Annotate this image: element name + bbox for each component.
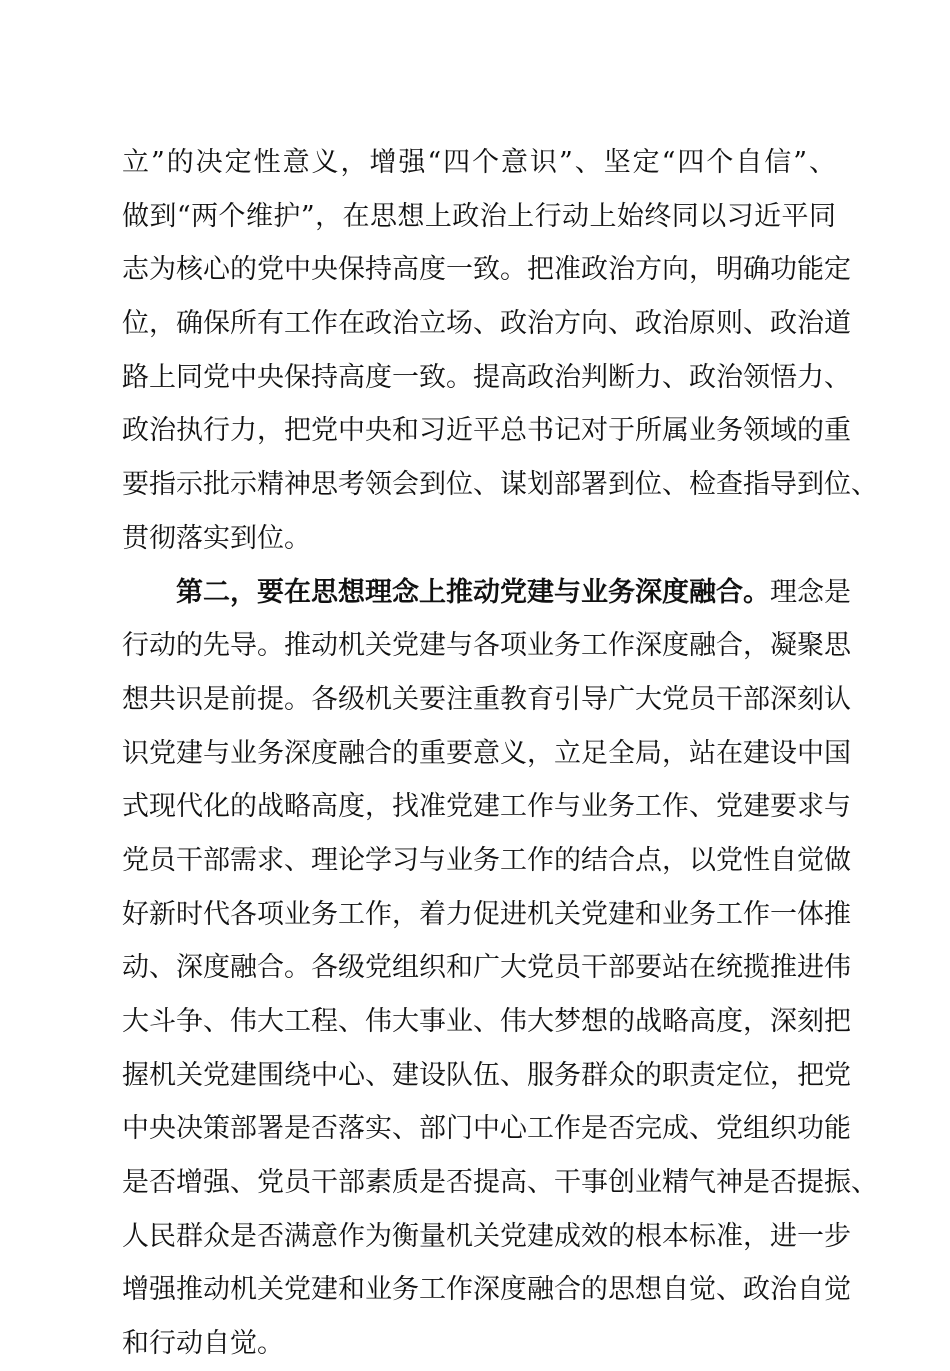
text-line: 动、深度融合。各级党组织和广大党员干部要站在统揽推进伟 bbox=[122, 952, 851, 984]
text-line: 政治执行力，把党中央和习近平总书记对于所属业务领域的重 bbox=[122, 415, 851, 447]
text-line: 党员干部需求、理论学习与业务工作的结合点，以党性自觉做 bbox=[122, 844, 851, 876]
paragraph-1 bbox=[122, 136, 878, 566]
text-line: 要指示批示精神思考领会到位、谋划部署到位、检查指导到位、 bbox=[122, 469, 878, 501]
text-line: 识党建与业务深度融合的重要意义，立足全局，站在建设中国 bbox=[122, 737, 851, 769]
text-line: 大斗争、伟大工程、伟大事业、伟大梦想的战略高度，深刻把 bbox=[122, 1006, 851, 1037]
text-line: 行动的先导。推动机关党建与各项业务工作深度融合，凝聚思 bbox=[122, 630, 851, 662]
text-line: 想共识是前提。各级机关要注重教育引导广大党员干部深刻认 bbox=[122, 683, 851, 715]
text-line: 志为核心的党中央保持高度一致。把准政治方向，明确功能定 bbox=[122, 254, 851, 286]
section-heading: 第二，要在思想理念上推动党建与业务深度融合。 bbox=[176, 576, 770, 608]
text-line: 增强推动机关党建和业务工作深度融合的思想自觉、政治自觉 bbox=[122, 1274, 851, 1306]
paragraph-first-line bbox=[122, 566, 851, 620]
document-page bbox=[122, 136, 878, 1371]
text-line: 握机关党建围绕中心、建设队伍、服务群众的职责定位，把党 bbox=[122, 1059, 851, 1091]
text-line: 好新时代各项业务工作，着力促进机关党建和业务工作一体推 bbox=[122, 898, 851, 930]
text-line: 人民群众是否满意作为衡量机关党建成效的根本标准，进一步 bbox=[122, 1220, 851, 1252]
text-line: 位，确保所有工作在政治立场、政治方向、政治原则、政治道 bbox=[122, 308, 851, 340]
text-line: 贯彻落实到位。 bbox=[122, 522, 311, 554]
text-line: 式现代化的战略高度，找准党建工作与业务工作、党建要求与 bbox=[122, 791, 851, 823]
heading-continuation: 理念是 bbox=[770, 576, 851, 608]
text-line: 立”的决定性意义，增强“四个意识”、坚定“四个自信”、 bbox=[122, 147, 836, 178]
text-line: 路上同党中央保持高度一致。提高政治判断力、政治领悟力、 bbox=[122, 361, 851, 393]
text-line: 做到“两个维护”，在思想上政治上行动上始终同以习近平同 bbox=[122, 200, 836, 232]
text-line: 中央决策部署是否落实、部门中心工作是否完成、党组织功能 bbox=[122, 1113, 851, 1145]
text-line: 是否增强、党员干部素质是否提高、干事创业精气神是否提振、 bbox=[122, 1167, 878, 1199]
text-line: 和行动自觉。 bbox=[122, 1328, 284, 1360]
paragraph-2 bbox=[122, 566, 878, 1371]
